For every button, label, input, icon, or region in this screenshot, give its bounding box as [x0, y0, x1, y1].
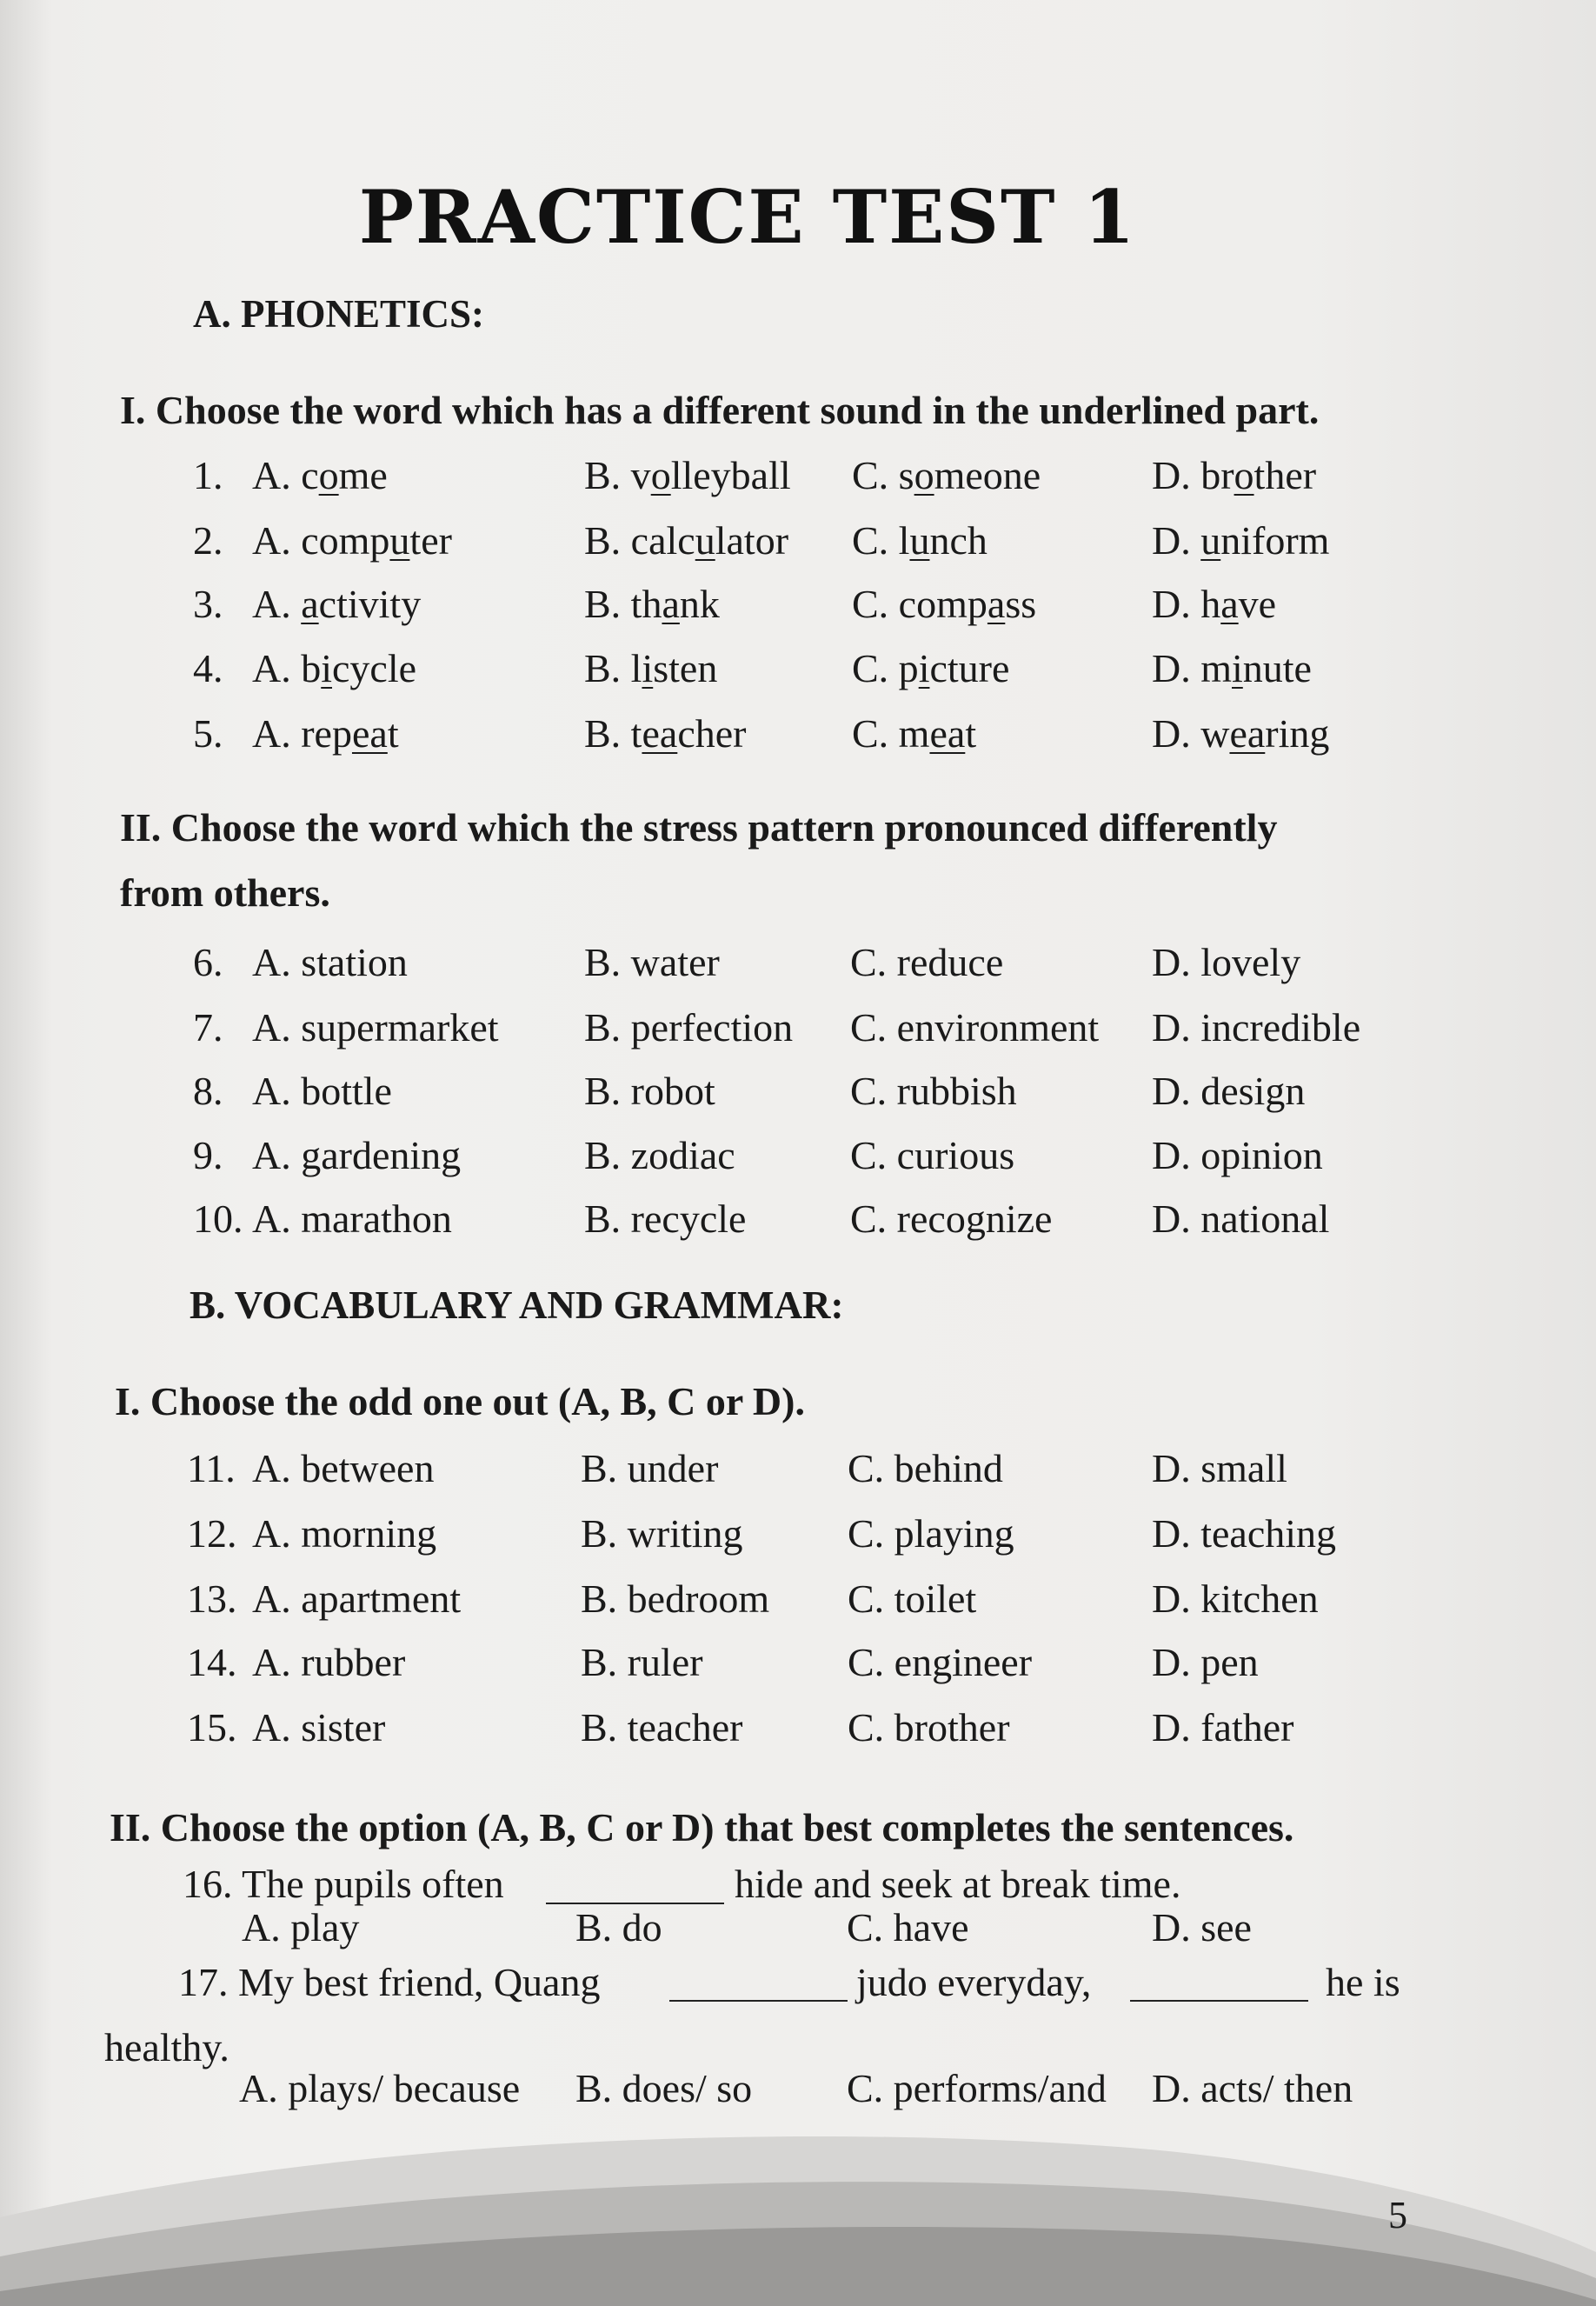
underlined-sound: ea	[929, 711, 966, 756]
option-text-prefix: C. l	[852, 518, 910, 563]
q17-option-b: B. does/ so	[575, 2066, 753, 2110]
underlined-sound: o	[318, 453, 339, 497]
option-text-suffix: ring	[1265, 711, 1330, 756]
question-number: 1.	[193, 453, 223, 497]
answer-option-c	[852, 645, 1009, 691]
option-text-prefix: A. rep	[252, 711, 352, 756]
vocab-part1-instruction: I. Choose the odd one out (A, B, C or D).	[115, 1379, 805, 1423]
option-text-prefix: C. m	[852, 711, 930, 756]
answer-option-b: B. bedroom	[581, 1576, 770, 1621]
question-number: 3.	[193, 582, 223, 626]
answer-option-c: C. engineer	[848, 1640, 1033, 1684]
answer-option-b: B. teacher	[581, 1705, 743, 1749]
option-text-prefix: B. l	[584, 646, 642, 690]
option-text-suffix: nch	[929, 518, 988, 563]
answer-option-d: D. design	[1152, 1069, 1306, 1113]
underlined-sound: u	[909, 518, 930, 563]
answer-option-b	[584, 710, 746, 756]
q17-option-d: D. acts/ then	[1152, 2066, 1353, 2110]
question-number: 9.	[193, 1133, 223, 1177]
answer-option-d: D. lovely	[1152, 940, 1301, 984]
option-text-suffix: nute	[1242, 646, 1312, 690]
option-text-prefix: B. calc	[584, 518, 695, 563]
answer-option-d: D. small	[1152, 1446, 1287, 1490]
answer-option-c: C. toilet	[848, 1576, 977, 1621]
q16-option-c: C. have	[847, 1905, 969, 1949]
answer-option-c: C. curious	[850, 1133, 1015, 1177]
answer-option-b	[584, 452, 791, 498]
question-number: 13.	[187, 1576, 237, 1621]
option-text-suffix: ctivity	[318, 582, 422, 626]
answer-option-d: D. father	[1152, 1705, 1294, 1749]
answer-option-c: C. behind	[848, 1446, 1003, 1490]
underlined-sound: u	[389, 518, 410, 563]
option-text-suffix: meone	[934, 453, 1041, 497]
question-number: 14.	[187, 1640, 237, 1684]
answer-option-a: A. supermarket	[252, 1005, 499, 1050]
underlined-sound: ea	[351, 711, 388, 756]
answer-option-c: C. reduce	[850, 940, 1004, 984]
answer-option-c	[852, 581, 1036, 627]
option-text-prefix: D. w	[1152, 711, 1230, 756]
underlined-sound: a	[1220, 582, 1239, 626]
option-text-suffix: lleyball	[670, 453, 791, 497]
answer-option-a: A. station	[252, 940, 408, 984]
q16-option-b: B. do	[575, 1905, 662, 1949]
answer-option-a	[252, 710, 399, 756]
underlined-sound: u	[1200, 518, 1221, 563]
question-number: 2.	[193, 518, 223, 563]
answer-option-a: A. marathon	[252, 1196, 452, 1241]
option-text-prefix: C. s	[852, 453, 914, 497]
option-text-suffix: t	[387, 711, 399, 756]
q17-stem-middle: judo everyday,	[856, 1960, 1092, 2004]
underlined-sound: u	[695, 518, 715, 563]
answer-option-c	[852, 710, 976, 756]
q17-option-a: A. plays/ because	[239, 2066, 521, 2110]
question-number: 12.	[187, 1511, 237, 1556]
answer-option-d	[1152, 517, 1329, 563]
q16-option-d: D. see	[1152, 1905, 1252, 1949]
option-text-prefix: D. h	[1152, 582, 1221, 626]
answer-option-b: B. zodiac	[584, 1133, 735, 1177]
underlined-sound: o	[914, 453, 934, 497]
answer-option-c: C. playing	[848, 1511, 1014, 1556]
answer-option-d	[1152, 581, 1276, 627]
question-number: 10.	[193, 1196, 243, 1241]
q17-stem-end: he is	[1326, 1960, 1400, 2004]
answer-option-d	[1152, 645, 1312, 691]
answer-option-d: D. incredible	[1152, 1005, 1361, 1050]
option-text-prefix: C. p	[852, 646, 919, 690]
answer-option-b: B. robot	[584, 1069, 715, 1113]
answer-option-c: C. environment	[850, 1005, 1100, 1050]
answer-option-c: C. brother	[848, 1705, 1010, 1749]
question-number: 6.	[193, 940, 223, 984]
q17-stem-continuation: healthy.	[104, 2025, 229, 2069]
answer-option-d	[1152, 710, 1329, 756]
question-number: 4.	[193, 646, 223, 690]
q17-stem-start: 17. My best friend, Quang	[178, 1960, 601, 2004]
q16-stem-end: hide and seek at break time.	[735, 1862, 1181, 1906]
option-text-prefix: A. b	[252, 646, 322, 690]
option-text-prefix: A. comp	[252, 518, 390, 563]
option-text-prefix: B. th	[584, 582, 662, 626]
part2-instruction-line2: from others.	[120, 870, 330, 915]
answer-option-b: B. under	[581, 1446, 719, 1490]
option-text-suffix: cycle	[332, 646, 417, 690]
question-number: 8.	[193, 1069, 223, 1113]
question-number: 15.	[187, 1705, 237, 1749]
underlined-sound: i	[1232, 646, 1243, 690]
option-text-suffix: ther	[1254, 453, 1317, 497]
answer-option-b: B. recycle	[584, 1196, 747, 1241]
answer-option-c	[852, 452, 1041, 498]
answer-option-b: B. water	[584, 940, 720, 984]
answer-option-c: C. recognize	[850, 1196, 1053, 1241]
option-text-suffix: ss	[1005, 582, 1037, 626]
option-text-prefix: D. m	[1152, 646, 1232, 690]
answer-option-d: D. pen	[1152, 1640, 1259, 1684]
answer-option-b: B. writing	[581, 1511, 743, 1556]
question-number: 5.	[193, 711, 223, 756]
option-text-suffix: t	[965, 711, 977, 756]
vocab-part2-instruction: II. Choose the option (A, B, C or D) that best completes the sentences.	[110, 1805, 1294, 1849]
underlined-sound: i	[321, 646, 333, 690]
answer-option-b	[584, 645, 717, 691]
option-text-prefix: D.	[1152, 518, 1201, 563]
option-text-suffix: sten	[653, 646, 718, 690]
answer-option-a: A. apartment	[252, 1576, 462, 1621]
option-text-suffix: ve	[1238, 582, 1277, 626]
section-b-heading: B. VOCABULARY AND GRAMMAR:	[190, 1283, 844, 1327]
section-a-heading: A. PHONETICS:	[193, 292, 485, 336]
answer-option-b: B. perfection	[584, 1005, 794, 1050]
underlined-sound: a	[987, 582, 1006, 626]
answer-option-a: A. morning	[252, 1511, 437, 1556]
question-number: 11.	[187, 1446, 236, 1490]
option-text-suffix: me	[338, 453, 388, 497]
q17-blank-2	[1130, 2000, 1308, 2002]
answer-option-a: A. gardening	[252, 1133, 462, 1177]
underlined-sound: ea	[642, 711, 678, 756]
answer-option-c	[852, 517, 988, 563]
answer-option-a	[252, 581, 421, 627]
q17-blank-1	[669, 2000, 848, 2002]
answer-option-d	[1152, 452, 1316, 498]
q16-stem-start: 16. The pupils often	[183, 1862, 504, 1906]
underlined-sound: ea	[1229, 711, 1266, 756]
option-text-suffix: lator	[715, 518, 789, 563]
option-text-prefix: A. c	[252, 453, 319, 497]
answer-option-d: D. national	[1152, 1196, 1330, 1241]
option-text-prefix: A.	[252, 582, 302, 626]
answer-option-a: A. between	[252, 1446, 435, 1490]
answer-option-a	[252, 645, 416, 691]
underlined-sound: i	[918, 646, 930, 690]
option-text-suffix: cher	[677, 711, 747, 756]
underlined-sound: o	[650, 453, 671, 497]
answer-option-b	[584, 581, 720, 627]
answer-option-a: A. rubber	[252, 1640, 406, 1684]
underlined-sound: o	[1234, 453, 1254, 497]
answer-option-a	[252, 452, 388, 498]
answer-option-a	[252, 517, 452, 563]
option-text-suffix: niform	[1220, 518, 1330, 563]
page-title: PRACTICE TEST 1	[358, 174, 1137, 260]
underlined-sound: i	[642, 646, 654, 690]
bottom-swoosh-decoration	[0, 2087, 1596, 2306]
part2-instruction-line1: II. Choose the word which the stress pattern pronounced differently	[120, 805, 1278, 850]
answer-option-d: D. teaching	[1152, 1511, 1337, 1556]
option-text-prefix: B. v	[584, 453, 651, 497]
option-text-prefix: B. t	[584, 711, 642, 756]
answer-option-c: C. rubbish	[850, 1069, 1017, 1113]
option-text-suffix: cture	[929, 646, 1010, 690]
answer-option-b: B. ruler	[581, 1640, 703, 1684]
underlined-sound: a	[301, 582, 319, 626]
q16-option-a: A. play	[242, 1905, 360, 1949]
option-text-prefix: D. br	[1152, 453, 1234, 497]
answer-option-a: A. bottle	[252, 1069, 392, 1113]
underlined-sound: a	[662, 582, 680, 626]
answer-option-d: D. opinion	[1152, 1133, 1323, 1177]
option-text-prefix: C. comp	[852, 582, 988, 626]
part1-instruction: I. Choose the word which has a different sound in the underlined part.	[120, 388, 1320, 432]
answer-option-a: A. sister	[252, 1705, 386, 1749]
page-number: 5	[1388, 2194, 1407, 2236]
answer-option-d: D. kitchen	[1152, 1576, 1319, 1621]
answer-option-b	[584, 517, 788, 563]
question-number: 7.	[193, 1005, 223, 1050]
q17-option-c: C. performs/and	[847, 2066, 1107, 2110]
option-text-suffix: nk	[679, 582, 720, 626]
option-text-suffix: ter	[409, 518, 452, 563]
